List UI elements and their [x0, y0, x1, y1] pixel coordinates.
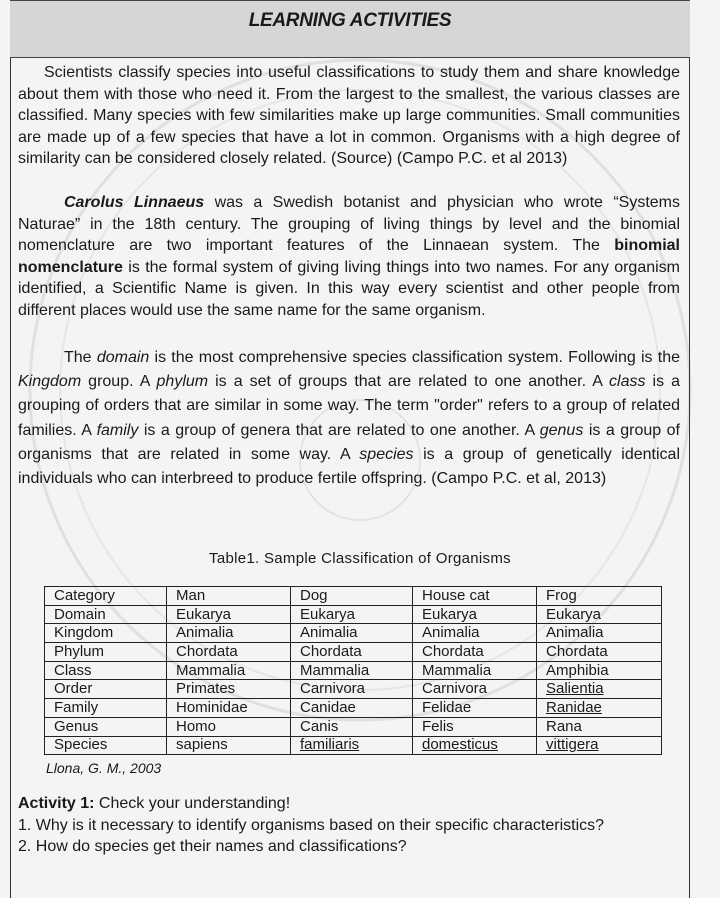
table-cell: Chordata [537, 643, 662, 662]
table-row [45, 661, 662, 680]
table-cell: Frog [537, 587, 662, 606]
table-cell: Canidae [291, 699, 413, 718]
table-cell: Animalia [537, 624, 662, 643]
table-cell: Homo [167, 717, 291, 736]
table-cell: Domain [45, 605, 167, 624]
table-cell: vittigera [537, 736, 662, 755]
intro-text: Scientists classify species into useful classifications to study them and share knowledge about them with those who need it. From the largest to the smallest, the various classes are classified. Many species with few similarities make up large communities. Small communities are made up of a few species that have a lot in common. Organisms with a high degree of similarity can be considered closely related. (Source) (Campo P.C. et al 2013) [18, 64, 680, 168]
table-cell: Genus [45, 717, 167, 736]
activity-question-2: 2. How do species get their names and classifications? [18, 838, 407, 855]
table-cell: sapiens [167, 736, 291, 755]
table-cell: House cat [413, 587, 537, 606]
table-cell: Eukarya [167, 605, 291, 624]
table-cell: Primates [167, 680, 291, 699]
table-cell: Mammalia [413, 661, 537, 680]
table-cell: Ranidae [537, 699, 662, 718]
table-cell: Class [45, 661, 167, 680]
table-row [45, 699, 662, 718]
table-cell: Mammalia [291, 661, 413, 680]
intro-paragraph [18, 62, 680, 170]
table-cell: Canis [291, 717, 413, 736]
table-cell: Felidae [413, 699, 537, 718]
table-cell: Rana [537, 717, 662, 736]
table-cell: Amphibia [537, 661, 662, 680]
table-cell: Category [45, 587, 167, 606]
table-cell: Eukarya [537, 605, 662, 624]
table-cell: Man [167, 587, 291, 606]
table-cell: familiaris [291, 736, 413, 755]
table-cell: Animalia [167, 624, 291, 643]
table-cell: Eukarya [413, 605, 537, 624]
table-row [45, 717, 662, 736]
table-cell: Hominidae [167, 699, 291, 718]
table-row [45, 643, 662, 662]
activity-question-1: 1. Why is it necessary to identify organisms based on their specific characteristics? [18, 816, 605, 834]
table-cell: Animalia [291, 624, 413, 643]
table-row [45, 624, 662, 643]
page-title: LEARNING ACTIVITIES [248, 10, 452, 31]
table-cell: Carnivora [291, 680, 413, 699]
activity-instruction: Check your understanding! [94, 795, 291, 812]
table-cell: Chordata [167, 643, 291, 662]
linnaeus-name: Carolus Linnaeus [64, 194, 205, 211]
table-row [45, 587, 662, 606]
table-cell: Family [45, 699, 167, 718]
table-caption: Table1. Sample Classification of Organisms [209, 550, 511, 567]
table-cell: Dog [291, 587, 413, 606]
table-row [45, 605, 662, 624]
classification-table [44, 586, 662, 755]
table-cell: Phylum [45, 643, 167, 662]
activity-section [18, 793, 680, 858]
table-cell: Chordata [413, 643, 537, 662]
activity-label: Activity 1: [18, 795, 95, 812]
taxonomy-paragraph: The domain is the most comprehensive species classification system. Following is the Kingdom group. A phylum is a set of groups that are related to one another. A class is a grouping of orders that are similar in some way. The term "order" refers to a group of related families. A family is a group of genera that are related to one another. A genus is a group of organisms that are related in some way. A species is a group of genetically identical individuals who can interbreed to produce fertile offspring. (Campo P.C. et al, 2013) [18, 349, 681, 488]
table-cell: Salientia [537, 680, 662, 699]
table-cell: Eukarya [291, 605, 413, 624]
table-cell: Animalia [413, 624, 537, 643]
table-row [45, 736, 662, 755]
table-cell: Carnivora [413, 680, 537, 699]
table-cell: Chordata [291, 643, 413, 662]
table-source: Llona, G. M., 2003 [46, 760, 162, 776]
table-cell: Mammalia [167, 661, 291, 680]
linnaeus-paragraph: Carolus Linnaeus was a Swedish botanist and physician who wrote “Systems Naturae” in the 18th century. The grouping of living things by level and the binomial nomenclature are two important features of the Linnaean system. The binomial nomenclature is the formal system of giving living things into two names. For any organism identified, a Scientific Name is given. In this way every scientist and other people from different places would use the same name for the same organism. [18, 194, 681, 319]
table-cell: Order [45, 680, 167, 699]
table-cell: domesticus [413, 736, 537, 755]
table-cell: Species [45, 736, 167, 755]
table-cell: Kingdom [45, 624, 167, 643]
table-cell: Felis [413, 717, 537, 736]
activity-heading [18, 793, 680, 815]
binomial-term: binomial nomenclature [18, 237, 680, 276]
page-header [10, 0, 690, 58]
table-row [45, 680, 662, 699]
